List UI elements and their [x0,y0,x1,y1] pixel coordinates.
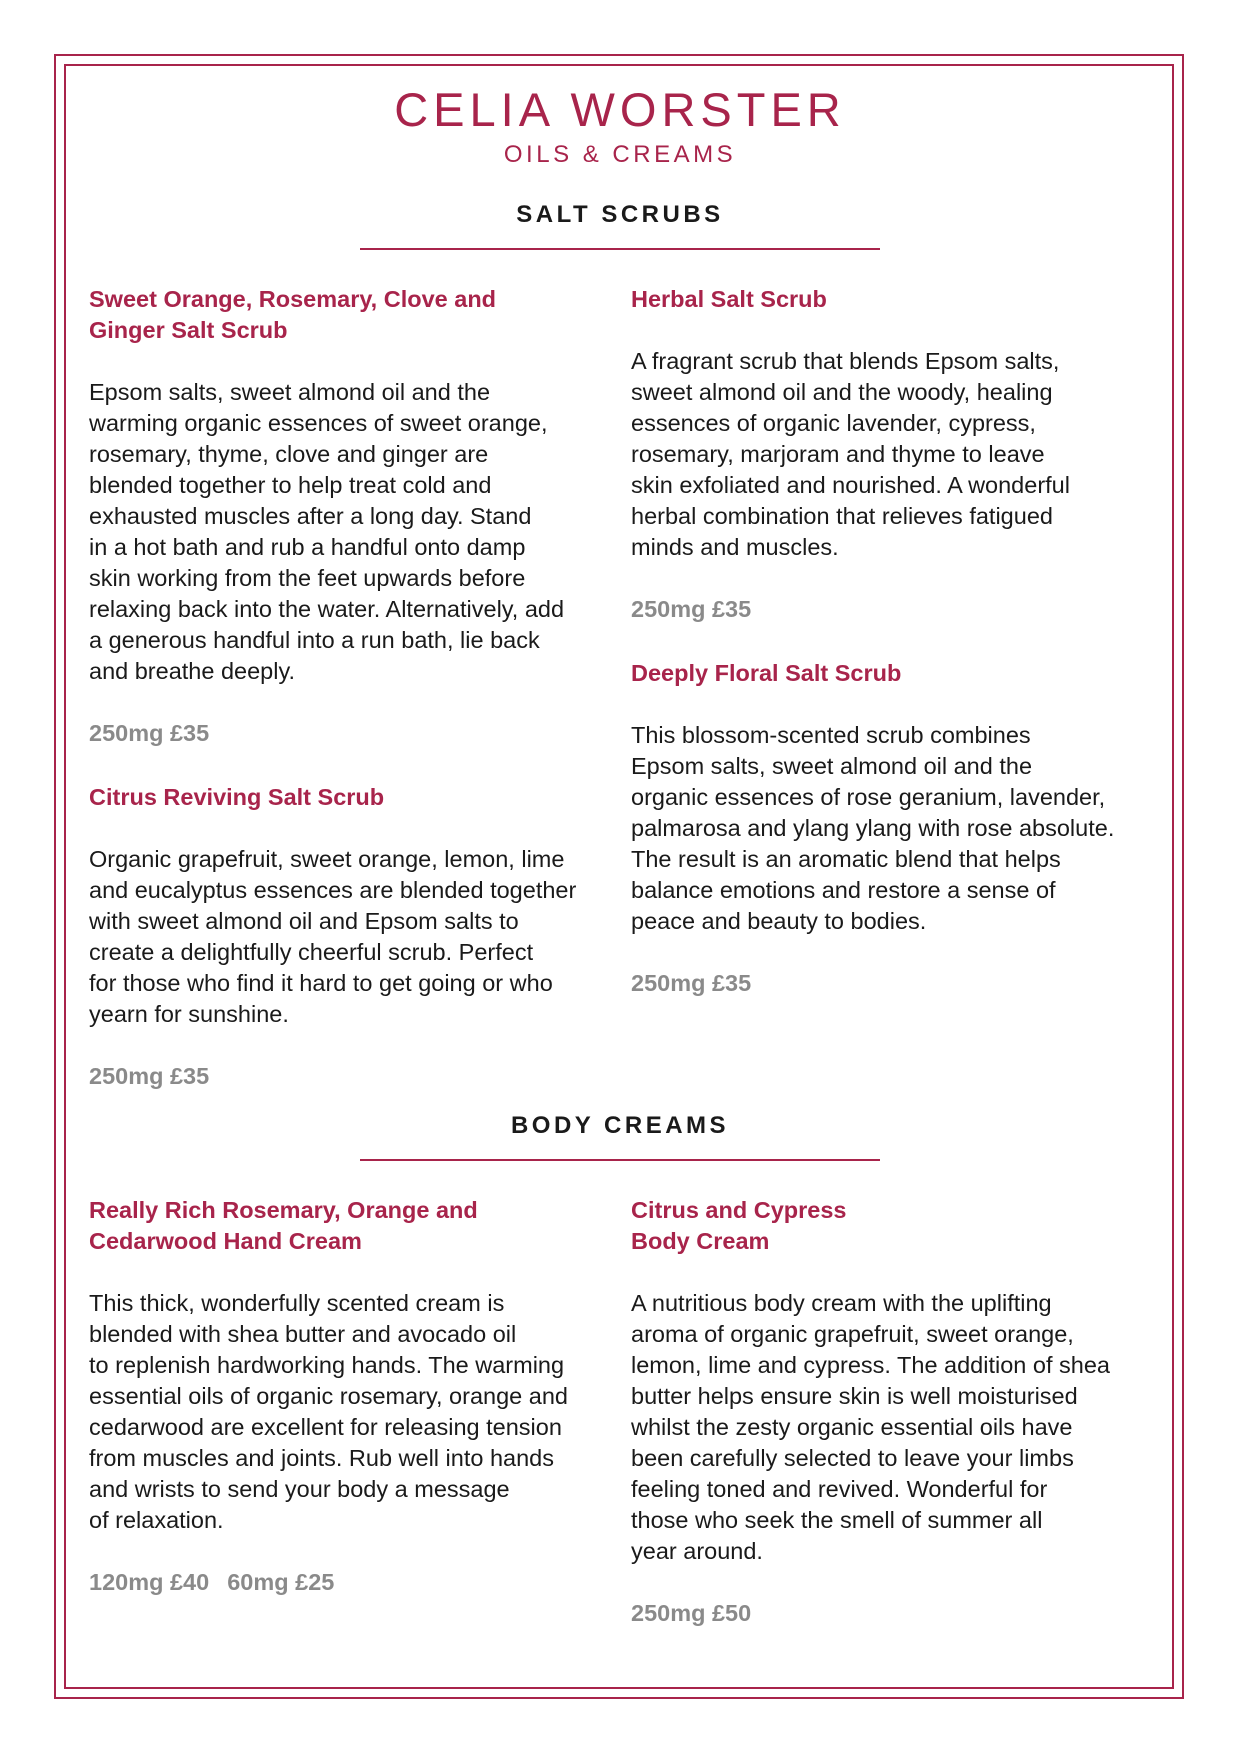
product-price: 250mg £35 [631,970,752,996]
product-price: 250mg £35 [631,596,752,622]
brand-name: CELIA WORSTER [394,83,846,136]
product-description: A nutritious body cream with the uplifting aroma of organic grapefruit, sweet orange, lemon, lime and cypress. The addition of shea butter helps ensure skin is well moisturised whilst the zesty organic essential oils have been carefully selected to leave your limbs feeling toned and revived. Wonderful for those who seek the smell of summer all year around. [631,1290,1110,1564]
price-small: 60mg £25 [227,1569,335,1595]
product-description: Organic grapefruit, sweet orange, lemon, lime and eucalyptus essences are blended together with sweet almond oil and Epsom salts to create a delightfully cheerful scrub. Perfect for those who find it hard to get going or who yearn for sunshine. [89,846,577,1027]
product-herbal-salt-scrub [631,284,1171,625]
product-name: Citrus Reviving Salt Scrub [89,784,385,810]
section-divider [360,248,880,250]
product-name: Sweet Orange, Rosemary, Clove and Ginger Salt Scrub [89,286,497,343]
product-deeply-floral-salt-scrub [631,658,1171,999]
product-name: Really Rich Rosemary, Orange and Cedarwood Hand Cream [89,1197,478,1254]
product-sweet-orange-salt-scrub [89,284,629,749]
product-price: 250mg £50 [631,1600,752,1626]
product-description: This thick, wonderfully scented cream is blended with shea butter and avocado oil to replenish hardworking hands. The warming essential oils of organic rosemary, orange and cedarwood are excellent for releasing tension from muscles and joints. Rub well into hands and wrists to send your body a message of relaxation. [89,1290,568,1533]
section-divider [360,1159,880,1161]
product-name: Herbal Salt Scrub [631,286,827,312]
product-rosemary-orange-cedarwood-hand-cream [89,1195,629,1598]
product-name: Citrus and Cypress Body Cream [631,1197,847,1254]
product-name: Deeply Floral Salt Scrub [631,660,902,686]
section-title-salt-scrubs: SALT SCRUBS [516,201,724,228]
product-description: Epsom salts, sweet almond oil and the warming organic essences of sweet orange, rosemary, thyme, clove and ginger are blended together to help treat cold and exhausted muscles after a long day. Stand in a hot bath and rub a handful onto damp skin working from the feet upwards before relaxing back into the water. Alternatively, add a generous handful into a run bath, lie back and breathe deeply. [89,379,565,684]
brand-subtitle: OILS & CREAMS [503,141,737,168]
product-description: A fragrant scrub that blends Epsom salts, sweet almond oil and the woody, healing essences of organic lavender, cypress, rosemary, marjoram and thyme to leave skin exfoliated and nourished. A wonderful herbal combination that relieves fatigued minds and muscles. [631,348,1070,560]
product-price: 250mg £35 [89,720,210,746]
product-citrus-cypress-body-cream [631,1195,1171,1629]
product-description: This blossom-scented scrub combines Epsom salts, sweet almond oil and the organic essences of rose geranium, lavender, palmarosa and ylang ylang with rose absolute. The result is an aromatic blend that helps balance emotions and restore a sense of peace and beauty to bodies. [631,722,1115,934]
section-title-body-creams: BODY CREAMS [510,1112,730,1139]
price-large: 120mg £40 [89,1569,210,1595]
product-price [89,1567,629,1598]
product-citrus-reviving-salt-scrub [89,782,629,1092]
product-price: 250mg £35 [89,1063,210,1089]
